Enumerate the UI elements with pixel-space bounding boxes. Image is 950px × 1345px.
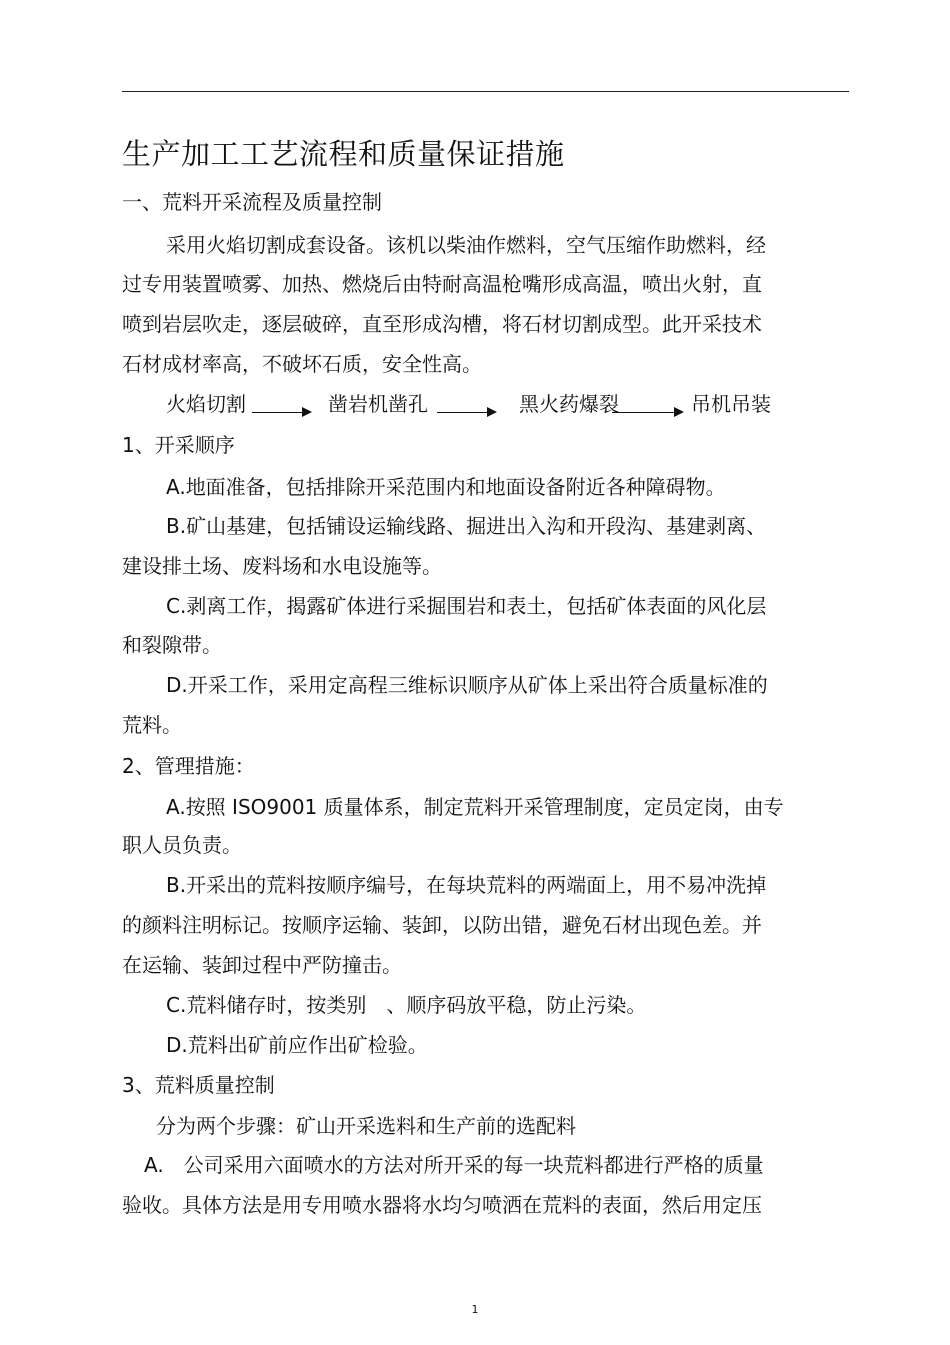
list-item: A. 公司采用六面喷水的方法对所开采的每一块荒料都进行严格的质量 <box>144 1153 764 1177</box>
list-item-continued: 在运输、装卸过程中严防撞击。 <box>122 953 402 977</box>
list-item: D.荒料出矿前应作出矿检验。 <box>166 1033 428 1057</box>
list-item: B.矿山基建，包括铺设运输线路、掘进出入沟和开段沟、基建剥离、 <box>166 514 767 538</box>
paragraph-line: 分为两个步骤：矿山开采选料和生产前的选配料 <box>156 1114 576 1138</box>
flow-step: 黑火药爆裂 <box>519 392 619 416</box>
flow-step: 吊机吊装 <box>691 392 771 416</box>
paragraph-line: 过专用装置喷雾、加热、燃烧后由特耐高温枪嘴形成高温，喷出火射，直 <box>122 272 762 296</box>
arrow-right-icon <box>437 412 495 413</box>
process-flow <box>0 390 950 422</box>
list-item: D.开采工作，采用定高程三维标识顺序从矿体上采出符合质量标准的 <box>166 673 768 697</box>
list-item-continued: 荒料。 <box>122 713 182 737</box>
document-title: 生产加工工艺流程和质量保证措施 <box>122 137 565 171</box>
arrow-right-icon <box>252 412 310 413</box>
list-item: C.荒料储存时，按类别 、顺序码放平稳，防止污染。 <box>166 993 647 1017</box>
list-item: B.开采出的荒料按顺序编号，在每块荒料的两端面上，用不易冲洗掉 <box>166 873 767 897</box>
paragraph-line: 石材成材率高，不破坏石质，安全性高。 <box>122 352 482 376</box>
list-item: C.剥离工作，揭露矿体进行采掘围岩和表土，包括矿体表面的风化层 <box>166 594 767 618</box>
arrow-right-icon <box>612 412 682 413</box>
subsection-heading: 2、管理措施： <box>122 754 255 778</box>
list-item: A.按照 ISO9001 质量体系，制定荒料开采管理制度，定员定岗，由专 <box>166 795 784 819</box>
list-item-continued: 建设排土场、废料场和水电设施等。 <box>122 554 442 578</box>
paragraph-line: 采用火焰切割成套设备。该机以柴油作燃料，空气压缩作助燃料，经 <box>166 233 766 257</box>
header-rule <box>122 91 849 92</box>
list-item-continued: 验收。具体方法是用专用喷水器将水均匀喷洒在荒料的表面，然后用定压 <box>122 1193 762 1217</box>
list-item-continued: 的颜料注明标记。按顺序运输、装卸，以防出错，避免石材出现色差。并 <box>122 913 762 937</box>
flow-step: 火焰切割 <box>166 392 246 416</box>
list-item: A.地面准备，包括排除开采范围内和地面设备附近各种障碍物。 <box>166 475 726 499</box>
subsection-heading: 1、开采顺序 <box>122 433 235 457</box>
section-heading: 一、荒料开采流程及质量控制 <box>122 190 382 214</box>
list-item-continued: 和裂隙带。 <box>122 633 222 657</box>
subsection-heading: 3、荒料质量控制 <box>122 1073 275 1097</box>
paragraph-line: 喷到岩层吹走，逐层破碎，直至形成沟槽，将石材切割成型。此开采技术 <box>122 312 762 336</box>
list-item-continued: 职人员负责。 <box>122 833 242 857</box>
page-number: 1 <box>471 1303 479 1316</box>
flow-step: 凿岩机凿孔 <box>328 392 428 416</box>
